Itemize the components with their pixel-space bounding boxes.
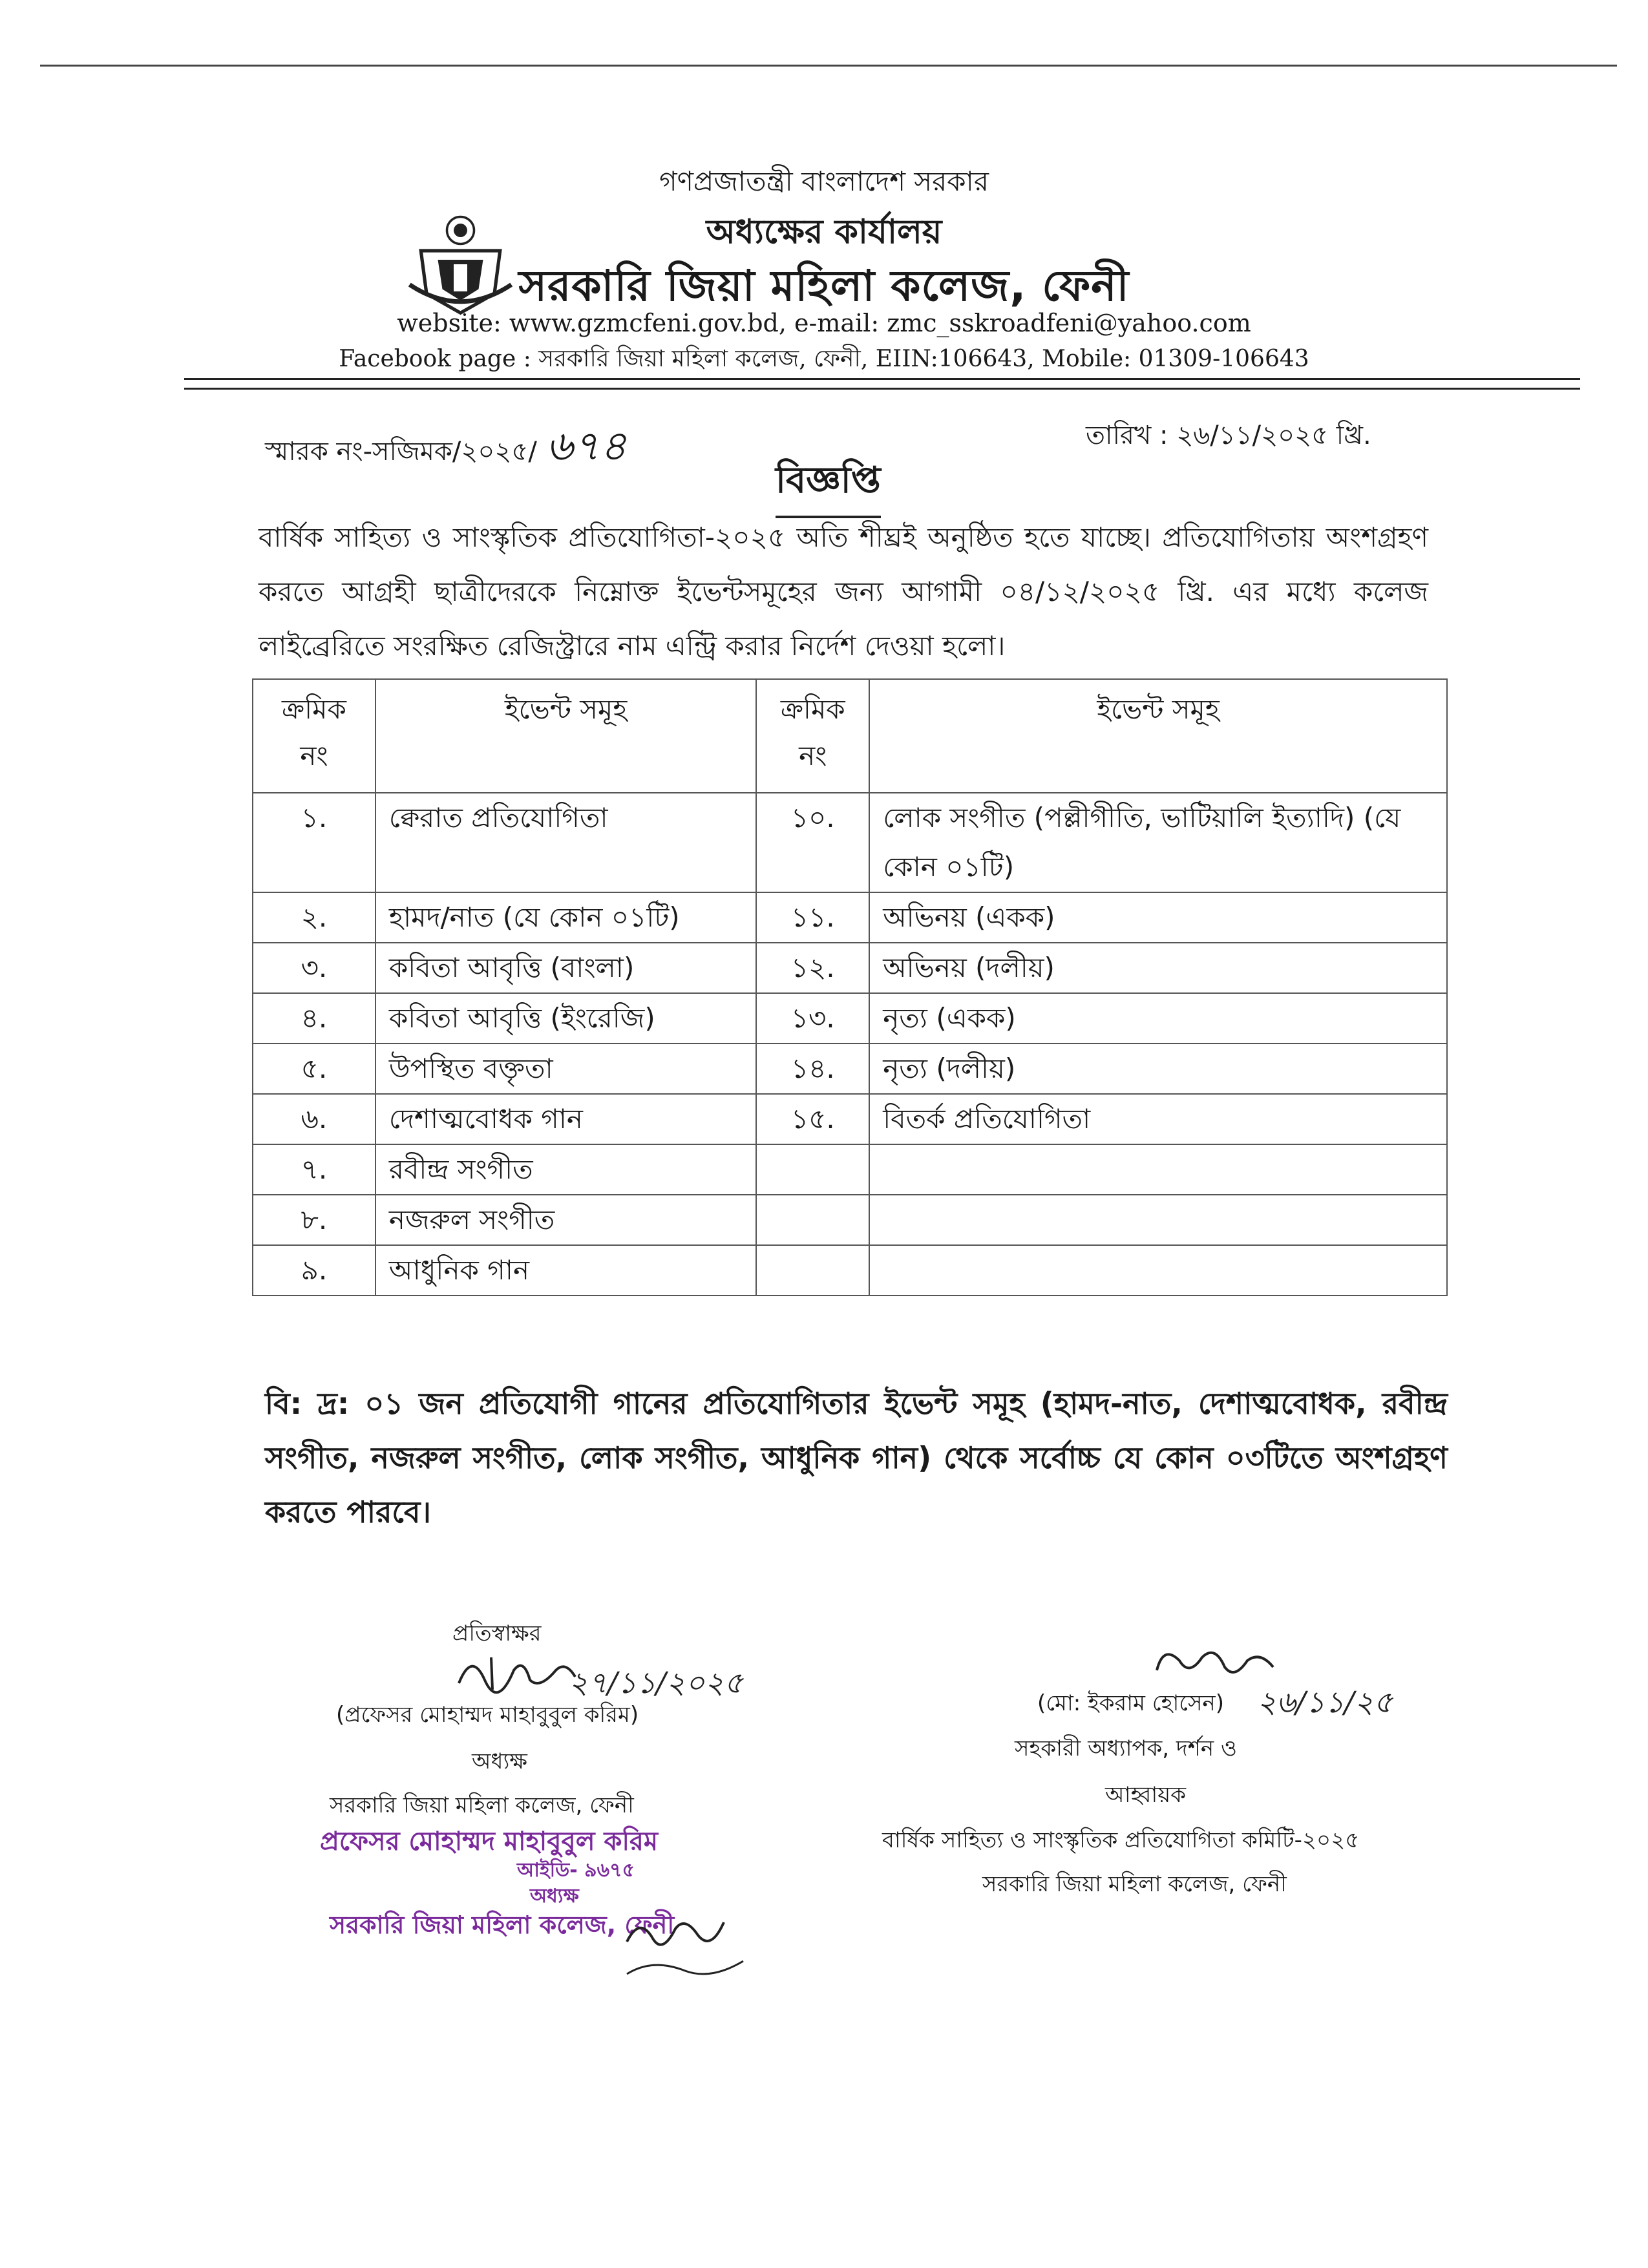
serial-cell: ১৪.: [756, 1044, 869, 1094]
serial-cell: ১৩.: [756, 993, 869, 1044]
table-row: [253, 943, 1447, 993]
contact-website-email: website: www.gzmcfeni.gov.bd, e-mail: zmc_sskroadfeni@yahoo.com: [397, 309, 1251, 337]
serial-cell: [756, 1245, 869, 1296]
column-header-serial: ক্রমিক নং: [253, 679, 375, 793]
table-row: [253, 793, 1447, 892]
column-header-serial: ক্রমিক নং: [756, 679, 869, 793]
event-cell: [869, 1195, 1447, 1245]
notice-date: তারিখ : ২৬/১১/২০২৫ খ্রি.: [1086, 421, 1371, 450]
table-row: [253, 1044, 1447, 1094]
event-cell: নৃত্য (দলীয়): [869, 1044, 1447, 1094]
event-cell: কবিতা আবৃত্তি (বাংলা): [375, 943, 756, 993]
header-divider: [184, 388, 1580, 390]
college-name: সরকারি জিয়া মহিলা কলেজ, ফেনী: [518, 261, 1130, 311]
event-cell: [869, 1144, 1447, 1195]
government-heading: গণপ্রজাতন্ত্রী বাংলাদেশ সরকার: [659, 165, 989, 197]
note-text: বি: দ্র: ০১ জন প্রতিযোগী গানের প্রতিযোগিতার ইভেন্ট সমূহ (হামদ-নাত, দেশাত্মবোধক, রবীন্দ্র সংগীত, নজরুল সংগীত, লোক সংগীত, আধুনিক গান) থেকে সর্বোচ্চ যে কোন ০৩টিতে অংশগ্রহণ করতে পারবে।: [265, 1386, 1448, 1529]
event-cell: নৃত্য (একক): [869, 993, 1447, 1044]
event-cell: বিতর্ক প্রতিযোগিতা: [869, 1094, 1447, 1144]
event-cell: হামদ/নাত (যে কোন ০১টি): [375, 892, 756, 943]
contact-facebook-mobile: Facebook page : সরকারি জিয়া মহিলা কলেজ, ফেনী, EIIN:106643, Mobile: 01309-106643: [339, 346, 1309, 372]
serial-cell: ১১.: [756, 892, 869, 943]
serial-cell: ৪.: [253, 993, 375, 1044]
memo-number: ৬৭৪: [545, 423, 627, 470]
principal-signature-date: ২৭/১১/২০২৫: [569, 1665, 744, 1700]
table-row: [253, 993, 1447, 1044]
event-cell: লোক সংগীত (পল্লীগীতি, ভাটিয়ালি ইত্যাদি) (যে কোন ০১টি): [869, 793, 1447, 892]
event-cell: নজরুল সংগীত: [375, 1195, 756, 1245]
countersign-label: প্রতিস্বাক্ষর: [452, 1621, 542, 1646]
principal-designation: অধ্যক্ষ: [472, 1748, 527, 1774]
events-table: [252, 678, 1448, 1296]
serial-cell: ৮.: [253, 1195, 375, 1245]
convener-committee: বার্ষিক সাহিত্য ও সাংস্কৃতিক প্রতিযোগিতা কমিটি-২০২৫: [882, 1827, 1360, 1853]
serial-cell: ৯.: [253, 1245, 375, 1296]
memo-label: স্মারক নং-সজিমক/২০২৫/: [265, 437, 537, 467]
event-cell: [869, 1245, 1447, 1296]
column-header-events: ইভেন্ট সমূহ: [869, 679, 1447, 793]
serial-cell: ৭.: [253, 1144, 375, 1195]
serial-cell: ৩.: [253, 943, 375, 993]
serial-cell: ২.: [253, 892, 375, 943]
header-divider: [184, 378, 1580, 380]
notice-title: বিজ্ঞপ্তি: [776, 452, 881, 518]
table-row: [253, 1195, 1447, 1245]
serial-cell: ১২.: [756, 943, 869, 993]
seal-institution: সরকারি জিয়া মহিলা কলেজ, ফেনী: [330, 1911, 675, 1939]
seal-name: প্রফেসর মোহাম্মদ মাহাবুবুল করিম: [320, 1827, 659, 1856]
principal-name: (প্রফেসর মোহাম্মদ মাহাবুবুল করিম): [336, 1702, 639, 1728]
event-cell: কবিতা আবৃত্তি (ইংরেজি): [375, 993, 756, 1044]
serial-cell: ১৫.: [756, 1094, 869, 1144]
serial-cell: [756, 1195, 869, 1245]
event-cell: অভিনয় (একক): [869, 892, 1447, 943]
serial-cell: ১.: [253, 793, 375, 892]
convener-signature-date: ২৬/১১/২৫: [1257, 1685, 1393, 1719]
event-cell: রবীন্দ্র সংগীত: [375, 1144, 756, 1195]
table-row: [253, 1094, 1447, 1144]
top-border-line: [40, 65, 1617, 67]
event-cell: অভিনয় (দলীয়): [869, 943, 1447, 993]
serial-cell: ৫.: [253, 1044, 375, 1094]
serial-cell: ৬.: [253, 1094, 375, 1144]
seal-designation: অধ্যক্ষ: [530, 1885, 579, 1907]
memo-reference: [265, 415, 627, 484]
event-cell: উপস্থিত বক্তৃতা: [375, 1044, 756, 1094]
convener-designation: সহকারী অধ্যাপক, দর্শন ও: [1015, 1736, 1238, 1761]
event-cell: আধুনিক গান: [375, 1245, 756, 1296]
event-cell: দেশাত্মবোধক গান: [375, 1094, 756, 1144]
table-row: [253, 1144, 1447, 1195]
convener-institution: সরকারি জিয়া মহিলা কলেজ, ফেনী: [982, 1871, 1287, 1897]
table-row: [253, 1245, 1447, 1296]
serial-cell: ১০.: [756, 793, 869, 892]
serial-cell: [756, 1144, 869, 1195]
principal-institution: সরকারি জিয়া মহিলা কলেজ, ফেনী: [330, 1792, 634, 1818]
notice-body: বার্ষিক সাহিত্য ও সাংস্কৃতিক প্রতিযোগিতা-২০২৫ অতি শীঘ্রই অনুষ্ঠিত হতে যাচ্ছে। প্রতিযোগিতায় অংশগ্রহণ করতে আগ্রহী ছাত্রীদেরকে নিম্নোক্ত ইভেন্টসমূহের জন্য আগামী ০৪/১২/২০২৫ খ্রি. এর মধ্যে কলেজ লাইব্রেরিতে সংরক্ষিত রেজিস্ট্রারে নাম এন্ট্রি করার নির্দেশ দেওয়া হলো।: [259, 521, 1428, 662]
table-header-row: [253, 679, 1447, 793]
initial-signature-icon: [614, 1903, 763, 1993]
office-heading: অধ্যক্ষের কার্যালয়: [706, 213, 942, 251]
convener-name: (মো: ইকরাম হোসেন): [1037, 1690, 1224, 1716]
table-row: [253, 892, 1447, 943]
seal-id: আইডি- ৯৬৭৫: [517, 1859, 635, 1882]
column-header-events: ইভেন্ট সমূহ: [375, 679, 756, 793]
convener-role: আহ্বায়ক: [1105, 1782, 1187, 1808]
event-cell: ক্বেরাত প্রতিযোগিতা: [375, 793, 756, 892]
